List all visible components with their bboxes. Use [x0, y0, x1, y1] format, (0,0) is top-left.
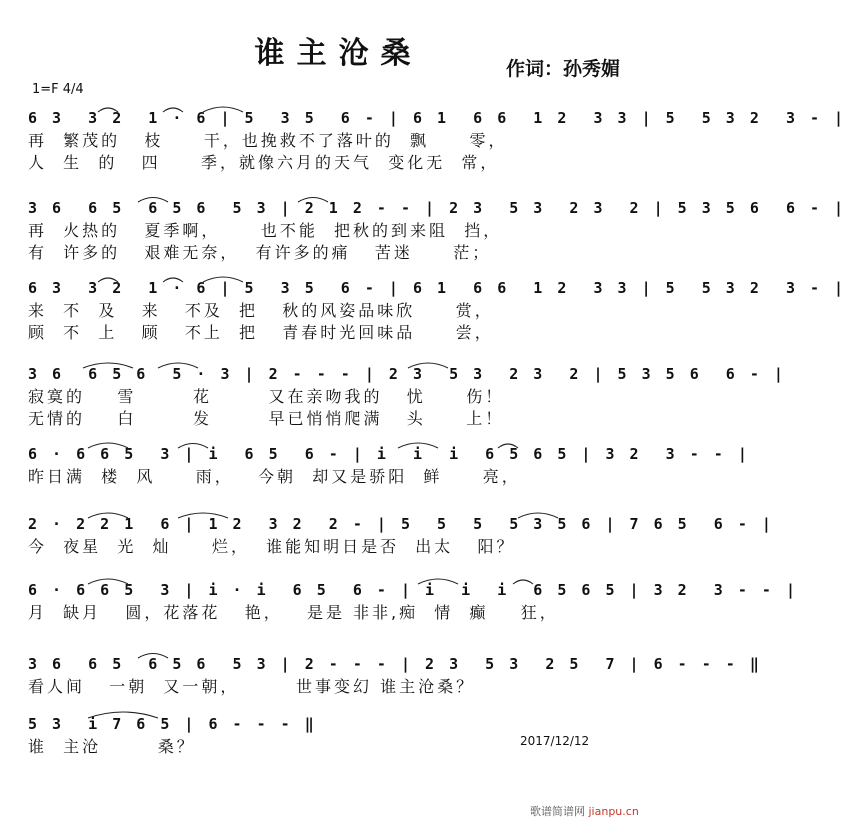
- slur-marks: [28, 442, 750, 466]
- notation-line: 6 · 6 6 5 3 | i · i 6 5 6 - | i i i 6 5 6 5 | 3 2 3 - - |: [28, 581, 798, 599]
- slur-marks: [28, 196, 846, 220]
- lyric-verse-1: 今 夜星 光 灿 烂， 谁能知明日是否 出太 阳？: [28, 537, 516, 556]
- score-row-3: [28, 276, 846, 344]
- score-row-7: [28, 578, 798, 624]
- slur-marks: [28, 652, 762, 676]
- score-row-4: [28, 362, 786, 430]
- notation-line: 3 6 6 5 6 5 · 3 | 2 - - - | 2 3 5 3 2 3 2 | 5 3 5 6 6 - |: [28, 365, 786, 383]
- notation-line: 6 3 3 2 1 · 6 | 5 3 5 6 - | 6 1 6 6 1 2 3 3 | 5 5 3 2 3 - |: [28, 109, 846, 127]
- notation-line: 3 6 6 5 6 5 6 5 3 | 2 1 2 - - | 2 3 5 3 2 3 2 | 5 3 5 6 6 - |: [28, 199, 846, 217]
- lyric-verse-1: 昨日满 楼 风 雨， 今朝 却又是骄阳 鲜 亮，: [28, 467, 521, 486]
- slur-marks: [28, 362, 786, 386]
- notation-line: 5 3 i 7 6 5 | 6 - - - ‖: [28, 715, 317, 733]
- lyric-verse-2: 无情的 白 发 早已悄悄爬满 头 上！: [28, 409, 505, 428]
- lyricist-credit: 作词：孙秀媚: [506, 58, 621, 80]
- score-row-2: [28, 196, 846, 264]
- lyric-verse-1: 谁 主沧 桑？: [28, 737, 196, 756]
- watermark-prefix: 歌谱简谱网: [530, 805, 589, 818]
- song-title: 谁主沧桑: [254, 36, 423, 71]
- notation-line: 6 3 3 2 1 · 6 | 5 3 5 6 - | 6 1 6 6 1 2 3 3 | 5 5 3 2 3 - |: [28, 279, 846, 297]
- slur-marks: [28, 578, 798, 602]
- site-watermark: [530, 803, 639, 819]
- notation-line: 6 · 6 6 5 3 | i 6 5 6 - | i i i 6 5 6 5 | 3 2 3 - - |: [28, 445, 750, 463]
- lyric-verse-2: 人 生 的 四 季，就像六月的天气 变化无 常，: [28, 153, 500, 172]
- date-stamp: 2017/12/12: [520, 734, 590, 748]
- lyric-verse-1: 再 火热的 夏季啊， 也不能 把秋的到来阻 挡，: [28, 221, 503, 240]
- slur-marks: [28, 512, 774, 536]
- score-row-5: [28, 442, 750, 488]
- notation-line: 2 · 2 2 1 6 | 1 2 3 2 2 - | 5 5 5 5 3 5 6 | 7 6 5 6 - |: [28, 515, 774, 533]
- lyric-verse-1: 看人间 一朝 又一朝， 世事变幻 谁主沧桑？: [28, 677, 476, 696]
- lyric-verse-1: 寂寞的 雪 花 又在亲吻我的 忧 伤！: [28, 387, 505, 406]
- watermark-site: jianpu.cn: [588, 805, 639, 818]
- score-row-1: [28, 106, 846, 174]
- notation-line: 3 6 6 5 6 5 6 5 3 | 2 - - - | 2 3 5 3 2 5 7 | 6 - - - ‖: [28, 655, 762, 673]
- key-signature: 1=F 4/4: [32, 82, 84, 97]
- slur-marks: [28, 276, 846, 300]
- lyric-verse-2: 顾 不 上 顾 不上 把 青春时光回味品 尝，: [28, 323, 494, 342]
- lyric-verse-2: 有 许多的 艰难无奈， 有许多的痛 苦迷 茫；: [28, 243, 492, 262]
- slur-marks: [28, 712, 650, 736]
- slur-marks: [28, 106, 846, 130]
- lyric-verse-1: 月 缺月 圆，花落花 艳， 是是 非非,痴 情 癫 狂，: [28, 603, 559, 622]
- lyric-verse-1: 来 不 及 来 不及 把 秋的风姿品味欣 赏，: [28, 301, 494, 320]
- score-row-6: [28, 512, 774, 558]
- lyric-verse-1: 再 繁茂的 枝 干，也挽救不了落叶的 飘 零，: [28, 131, 508, 150]
- score-row-8: [28, 652, 762, 698]
